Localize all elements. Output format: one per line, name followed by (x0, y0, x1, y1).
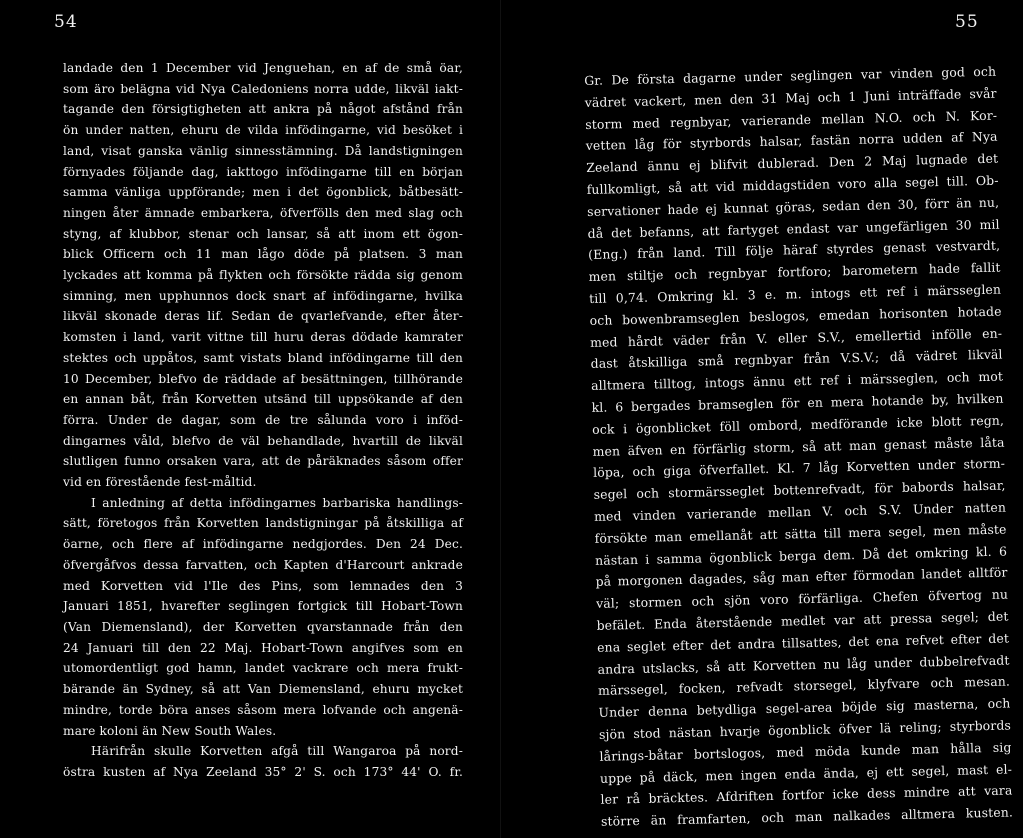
left-page-text (63, 58, 463, 783)
text-line: en annan båt, från Korvetten utsänd till uppsökande af den (63, 392, 463, 407)
page-number-right: 55 (955, 12, 979, 32)
text-line: men äfven en förfärlig storm, så att man genast måste låta (592, 434, 1005, 459)
text-line: Januari 1851, hvarefter seglingen fortgick till Hobart-Town (63, 599, 463, 614)
text-line: på morgonen dagades, såg man efter förmodan landet alltför (595, 564, 1008, 590)
text-line: bärande än Sydney, så att Van Diemensland, ehuru mycket (63, 682, 463, 697)
text-line: komsten i land, varit vittne till huru deras dödade kamrater (63, 330, 463, 345)
text-line: östra kusten af Nya Zeeland 35° 2' S. och 173° 44' O. fr. (63, 764, 463, 779)
page-number-left: 54 (54, 12, 78, 32)
text-line: Zeeland ännu ej blifvit dublerad. Den 2 Maj lugnade det (586, 150, 999, 176)
text-line: tagande den försigtigheten att ankra på något afstånd från (63, 102, 463, 117)
text-line: lyckades att komma på flykten och försökte rädda sig genom (63, 268, 463, 283)
text-line: till 0,74. Omkring kl. 3 e. m. intogs ett ref i märsseglen (589, 281, 1002, 306)
text-line: landade den 1 December vid Jenguehan, en af de små öar, (63, 61, 463, 75)
text-line: simning, men upphunnos dock snart af infödingarne, hvilka (63, 288, 463, 303)
text-line: Under denna betydliga segel-area böjde sig masterna, och (598, 695, 1011, 720)
right-page (502, 0, 1023, 838)
right-page-text (584, 61, 1013, 833)
text-line: vid en förestående fest-måltid. (63, 475, 257, 490)
text-line: ler rå bräcktes. Afdriften fortfor icke dess mindre att vara (600, 782, 1013, 808)
text-line: fullkomligt, så att vid middagstiden voro alla segel till. Ob- (586, 172, 999, 197)
page-gutter (500, 0, 501, 838)
text-line: väl; stormen och sjön voro förfärliga. Chefen öfvertog nu (595, 586, 1009, 611)
text-line: storm med regnbyar, varierande mellan N.O. och N. Kor- (585, 107, 998, 132)
text-line: (Eng.) från land. Till följe häraf styrdes genast vestvardt, (588, 237, 1001, 263)
text-line: mindre, torde böra anses såsom mera lofvande och angenä- (63, 702, 463, 717)
text-line: samma vänliga uppförande; men i det ögonblick, båtbesätt- (63, 185, 463, 200)
text-line: 24 Januari till den 22 Maj. Hobart-Town angifves som en (63, 640, 463, 655)
text-line: öfvergåfvos dessa farvatten, och Kapten d'Harcourt ankrade (63, 557, 463, 572)
text-line: slutligen funno orsaken vara, att de påräknades såsom offer (63, 454, 463, 469)
text-line: lårings-båtar bortslogos, med möda kunde man hålla sig (599, 739, 1012, 764)
text-line: likväl skonade deras lif. Sedan de qvarlefvande, efter åter- (63, 309, 463, 324)
text-line: kl. 6 bergades bramseglen för en mera hotande by, hvilken (591, 390, 1004, 415)
text-line: större än framfarten, och man nalkades alltmera kusten. (600, 804, 1014, 829)
text-line: (Van Diemensland), der Korvetten qvarstannade från den (63, 619, 463, 634)
text-line: ena seglet efter det andra tillsattes, det ena refvet efter det (596, 630, 1010, 655)
text-line: sjön stod nästan hvarje ögonblick öfver lä reling; styrbords (598, 717, 1012, 742)
text-line: med Korvetten vid l'Ile des Pins, som lemnades den 3 (63, 578, 463, 593)
text-line: som äro belägna vid Nya Caledoniens norra udde, likväl iakt- (63, 81, 463, 96)
text-line: öarne, och flere af infödingarne nedgjordes. Den 24 Dec. (63, 537, 463, 552)
text-line: andra utslacks, så att Korvetten nu låg under dubbelrefvadt (597, 652, 1010, 677)
text-line: styng, af klubbor, stenar och lansar, så att inom ett ögon- (63, 226, 463, 241)
text-line: vädret vackert, men den 31 Maj och 1 Juni inträffade svår (584, 85, 997, 110)
text-line: stektes och uppåtos, samt vistats bland infödingarne till den (63, 350, 463, 365)
text-line: och bowenbramseglen beslogos, emedan horisonten hotade (589, 303, 1002, 328)
text-line: befälet. Enda återstående medlet var att pressa segel; det (596, 608, 1009, 633)
text-line: dast åtskilliga små regnbyar från V.S.V.; då vädret likväl (590, 346, 1003, 372)
text-line: ock i ögonblicket föll ombord, medförande icke blott regn, (591, 412, 1005, 437)
text-line: förnyades följande dag, iakttogo infödingarne till en början (63, 164, 463, 179)
text-line: dingarnes våld, blefvo de väl behandlade, hvartill de likväl (63, 433, 463, 448)
text-line: vetten låg för styrbords halsar, fastän norra udden af Nya (585, 129, 998, 154)
text-line: land, visat ganska vänlig sinnesstämning. Då landstigningen (63, 143, 463, 158)
text-line: då det befanns, att fartyget endast var ungefärligen 30 mil (587, 216, 1000, 241)
text-line: sätt, företogos från Korvetten landstigningar på åtskilliga af (63, 516, 463, 531)
left-page (0, 0, 500, 838)
text-line: ön under natten, ehuru de vilda infödingarne, vid besöket i (63, 123, 463, 138)
text-line: utomordentligt god hamn, landet vackrare och mera frukt- (63, 661, 463, 676)
text-line: servationer hade ej kunnat göras, sedan den 30, förr än nu, (587, 194, 1000, 219)
text-line: ningen åter ämnade embarkera, öfverfölls den med slag och (63, 205, 463, 220)
text-line: blick Officern och 11 man lågo döde på platsen. 3 man (63, 247, 463, 262)
text-line: förra. Under de dagar, som de tre sålunda voro i inföd- (63, 412, 463, 427)
text-line: segel och stormärsseglet bottenrefvadt, för babords halsar, (593, 477, 1006, 503)
text-line: I anledning af detta infödingarnes barbariska handlings- (91, 495, 463, 510)
text-line: med vinden varierande mellan V. och S.V. Under natten (593, 499, 1007, 524)
text-line: alltmera tilltog, intogs ännu ett ref i märsseglen, och mot (590, 368, 1004, 394)
text-line: 10 December, blefvo de räddade af besättningen, tillhörande (63, 371, 463, 386)
text-line: Gr. De första dagarne under seglingen var vinden god och (584, 63, 997, 88)
text-line: mare koloni än New South Wales. (63, 723, 277, 738)
text-line: försökte man emellanåt att sätta till mera segel, men måste (594, 521, 1007, 546)
text-line: nästan i samma ögonblick berga dem. Då det omkring kl. 6 (594, 543, 1008, 568)
text-line: märssegel, focken, refvadt storsegel, klyfvare och mesan. (597, 673, 1011, 699)
text-line: löpa, och giga öfverfallet. Kl. 7 låg Korvetten under storm- (592, 455, 1006, 481)
text-line: men stiltje och regnbyar fortforo; barometern hade fallit (588, 259, 1001, 285)
text-line: uppe på däck, men ingen enda ända, ej ett segel, mast el- (599, 760, 1013, 786)
text-line: Härifrån skulle Korvetten afgå till Wangaroa på nord- (91, 744, 463, 759)
text-line: med hårdt väder från V. eller S.V., emellertid infölle en- (590, 325, 1003, 350)
